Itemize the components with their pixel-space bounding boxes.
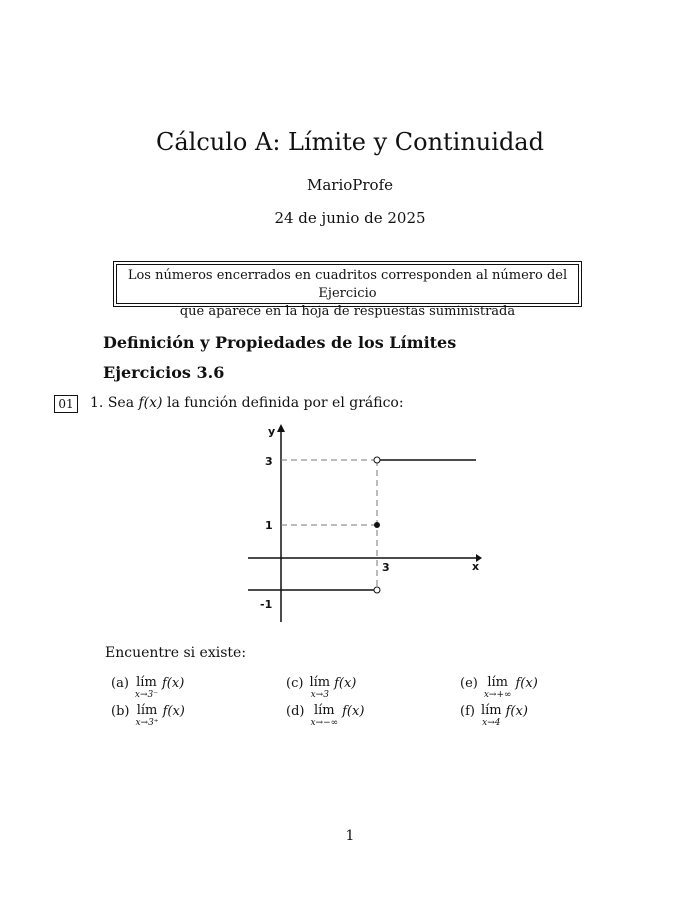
note-box-inner [116, 264, 579, 319]
limit-item-e [460, 676, 538, 700]
x-axis-label: x [472, 560, 480, 573]
note-box [113, 261, 582, 319]
date: 24 de junio de 2025 [274, 209, 426, 227]
limit-function: f(x) [515, 676, 538, 691]
exercise-statement [90, 395, 404, 411]
author: MarioProfe [306, 176, 394, 194]
limit-op: lím x→4 [480, 703, 502, 728]
item-label: (b) [111, 704, 130, 719]
limit-function: f(x) [342, 704, 365, 719]
limit-op: lím x→+∞ [483, 675, 512, 700]
limit-op: lím x→3 [309, 675, 331, 700]
limit-item-d [286, 704, 364, 728]
y-tick-3: 3 [265, 455, 273, 468]
exercise-number: 1. [90, 395, 104, 411]
exercise-box-number: 01 [54, 395, 78, 413]
note-line-2: que aparece en la hoja de respuestas suministrada [179, 304, 516, 319]
exercise-text-after: la función definida por el gráfico: [166, 395, 404, 411]
item-label: (f) [460, 704, 475, 719]
limit-function: f(x) [505, 704, 528, 719]
limit-item-f [460, 704, 528, 728]
x-tick-3: 3 [382, 561, 390, 574]
function-graph [240, 420, 485, 630]
limit-op: lím x→−∞ [310, 703, 339, 728]
open-point-left [374, 587, 380, 593]
section-title: Definición y Propiedades de los Límites [103, 333, 457, 352]
limit-item-a [111, 676, 184, 700]
page-number: 1 [345, 828, 355, 844]
exercise-function: f(x) [138, 395, 163, 411]
limit-function: f(x) [162, 704, 185, 719]
limit-op: lím x→3⁻ [134, 675, 158, 700]
y-tick-1: 1 [265, 519, 273, 532]
closed-point [374, 522, 380, 528]
exercise-text-before: Sea [107, 395, 135, 411]
limit-item-c [286, 676, 356, 700]
note-line-1: Los números encerrados en cuadritos corresponden al número del Ejercicio [127, 268, 568, 301]
subsection-title: Ejercicios 3.6 [103, 363, 225, 382]
item-label: (e) [460, 676, 478, 691]
limit-function: f(x) [334, 676, 357, 691]
prompt: Encuentre si existe: [105, 645, 247, 661]
item-label: (a) [111, 676, 129, 691]
document-title: Cálculo A: Límite y Continuidad [156, 128, 544, 156]
item-label: (d) [286, 704, 305, 719]
limit-item-b [111, 704, 185, 728]
limit-op: lím x→3⁺ [135, 703, 159, 728]
y-axis-label: y [268, 425, 276, 438]
y-tick-neg1: -1 [260, 598, 273, 611]
open-point-right [374, 457, 380, 463]
limit-function: f(x) [162, 676, 185, 691]
y-axis-arrow-icon [277, 424, 285, 432]
item-label: (c) [286, 676, 304, 691]
